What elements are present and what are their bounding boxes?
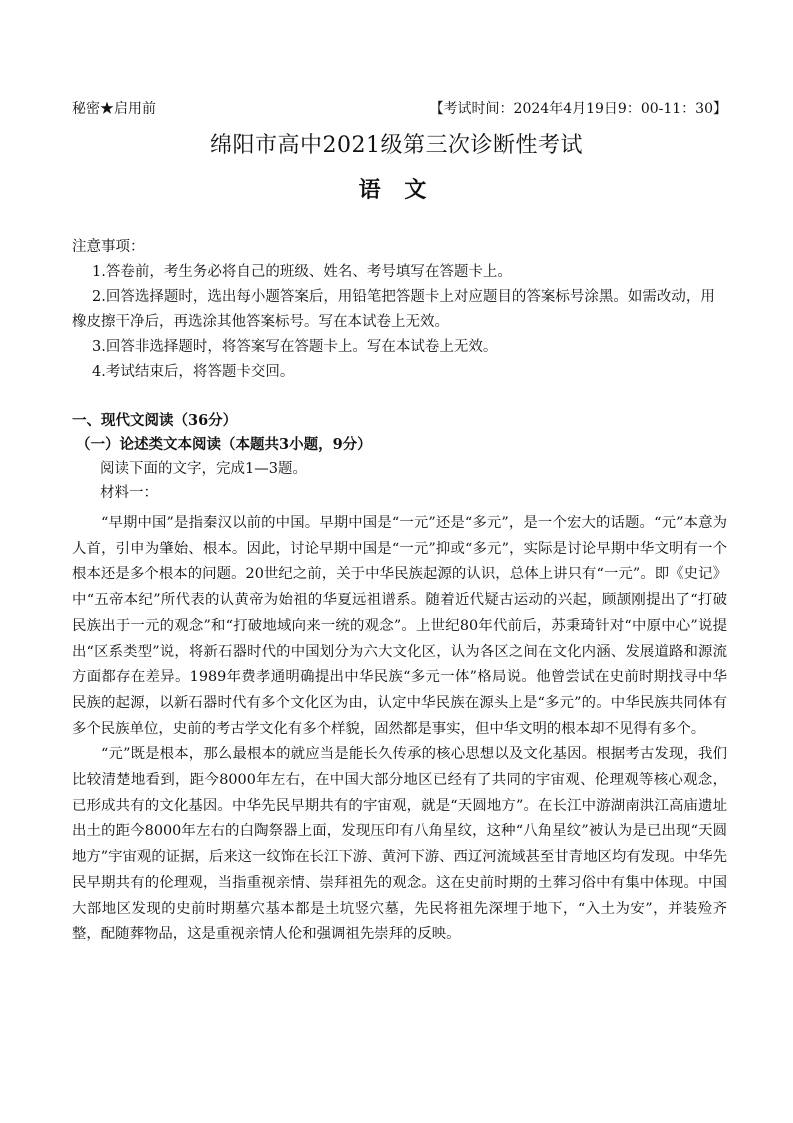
- subject-title: 语 文: [358, 177, 435, 203]
- passage-paragraph: “元”既是根本，那么最根本的就应当是能长久传承的核心思想以及文化基因。根据考古发现，我们比较清楚地看到，距今8000年左右，在中国大部分地区已经有了共同的宇宙观、伦理观等核心观念，已形成共有的文化基因。中华先民早期共有的宇宙观，就是“天圆地方”。在长江中游湖南洪江高庙遗址出土的距今8000年左右的白陶祭器上面，发现压印有八角星纹，这种“八角星纹”被认为是已出现“天圆地方”宇宙观的证据，后来这一纹饰在长江下游、黄河下游、西辽河流域甚至甘青地区均有发现。中华先民早期共有的伦理观，当指重视亲情、崇拜祖先的观念。这在史前时期的土葬习俗中有集中体现。中国大部地区发现的史前时期墓穴基本都是土坑竖穴墓，先民将祖先深埋于地下，“入土为安”，并装殓齐整，配随葬物品，这是重视亲情人伦和强调祖先崇拜的反映。: [72, 746, 727, 943]
- material-label: 材料一：: [100, 485, 158, 501]
- header-row: [72, 99, 727, 119]
- confidential-label: 秘密★启用前: [72, 101, 156, 117]
- section-heading: 一、现代文阅读（36分）: [72, 412, 238, 429]
- passage-paragraph: “早期中国”是指秦汉以前的中国。早期中国是“一元”还是“多元”，是一个宏大的话题。“元”本意为人首，引申为肇始、根本。因此，讨论早期中国是“一元”抑或“多元”，实际是讨论早期中华文明有一个根本还是多个根本的问题。20世纪之前，关于中华民族起源的认识，总体上讲只有“一元”。即《史记》中“五帝本纪”所代表的认黄帝为始祖的华夏远祖谱系。随着近代疑古运动的兴起，顾颉刚提出了“打破民族出于一元的观念”和“打破地域向来一统的观念”。上世纪80年代前后，苏秉琦针对“中原中心”说提出“区系类型”说，将新石器时代的中国划分为六大文化区，认为各区之间在文化内涵、发展道路和源流方面都存在差异。1989年费孝通明确提出中华民族“多元一体”格局说。他曾尝试在史前时期找寻中华民族的起源，以新石器时代有多个文化区为由，认定中华民族在源头上是“多元”的。中华民族共同体有多个民族单位，史前的考古学文化有多个样貌，固然都是事实，但中华文明的根本却不见得有多个。: [72, 515, 727, 737]
- reading-section: [72, 409, 727, 505]
- notice-block: [72, 235, 727, 385]
- notice-item: 1.答卷前，考生务必将自己的班级、姓名、考号填写在答题卡上。: [92, 264, 512, 280]
- notice-item: 4.考试结束后，将答题卡交回。: [92, 364, 295, 380]
- notice-title: 注意事项：: [72, 239, 145, 255]
- exam-time: 【考试时间：2024年4月19日9：00-11：30】: [429, 101, 727, 117]
- passage-body: [72, 511, 727, 948]
- instruction-text: 阅读下面的文字，完成1—3题。: [100, 461, 307, 477]
- subsection-heading: （一）论述类文本阅读（本题共3小题，9分）: [76, 436, 372, 453]
- notice-item: 3.回答非选择题时，将答案写在答题卡上。写在本试卷上无效。: [92, 339, 498, 355]
- notice-item: 2.回答选择题时，选出每小题答案后，用铅笔把答题卡上对应题目的答案标号涂黑。如需改动，用橡皮擦干净后，再选涂其他答案标号。写在本试卷上无效。: [72, 289, 715, 330]
- exam-title: 绵阳市高中2021级第三次诊断性考试: [210, 133, 583, 158]
